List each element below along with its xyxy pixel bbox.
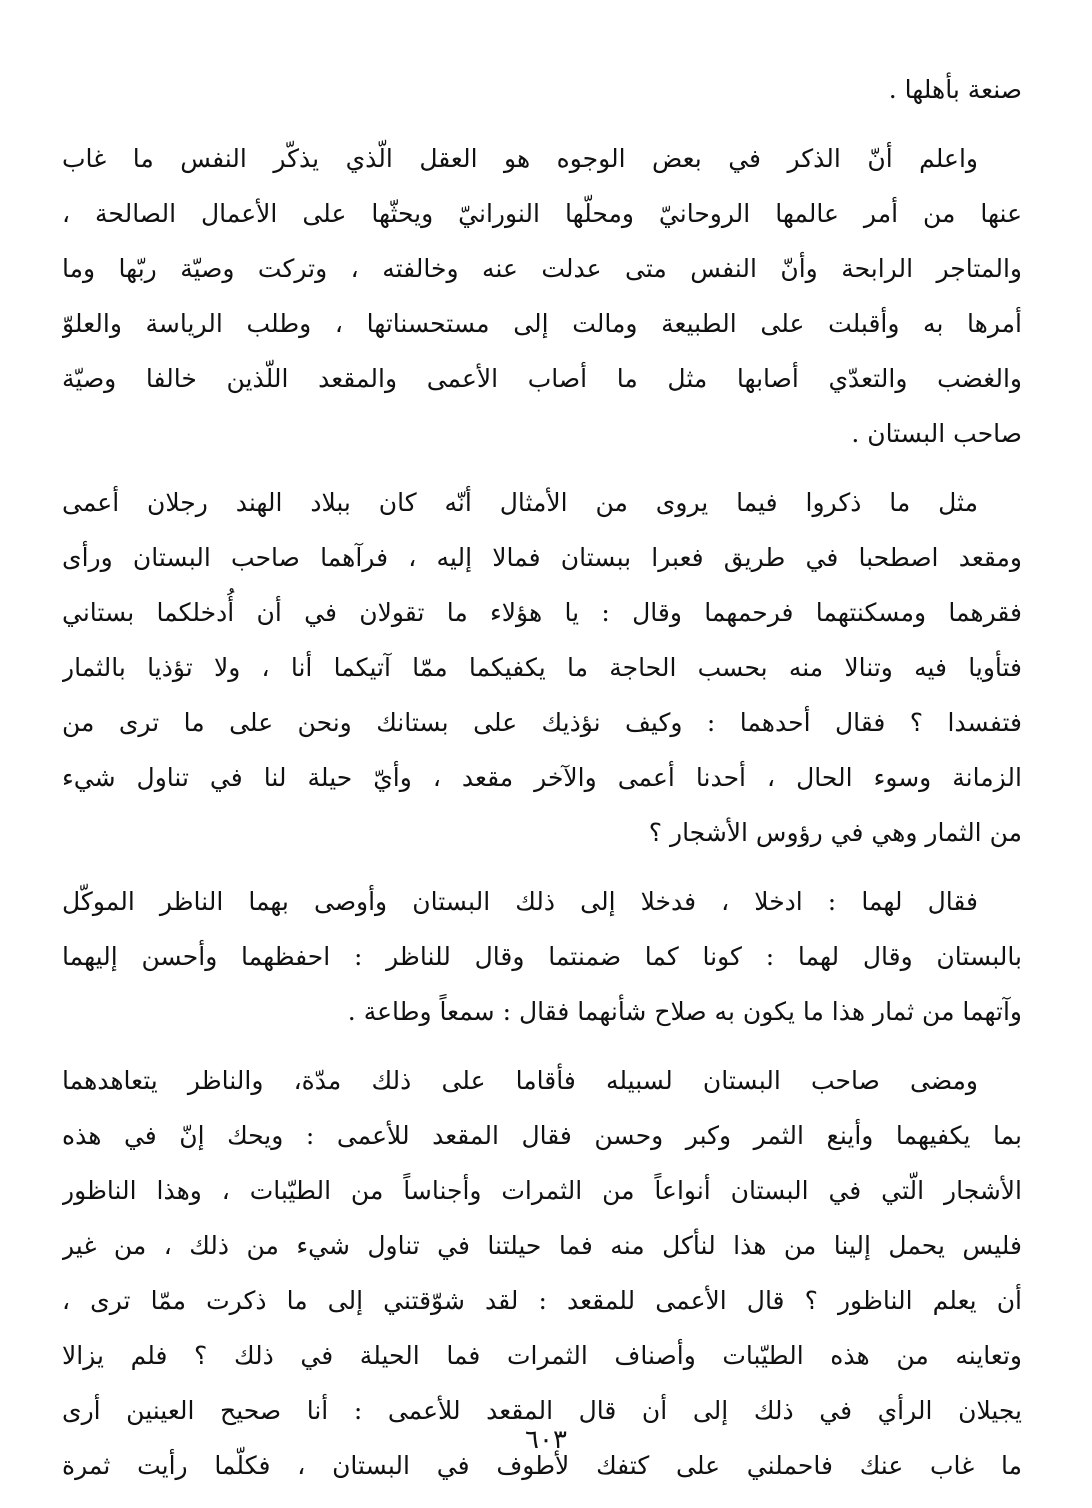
text-line: فتفسدا ؟ فقال أحدهما : وكيف نؤذيك على بستانك ونحن على ما ترى من [62, 708, 1022, 737]
paragraph [62, 874, 1022, 1039]
text-line: بالبستان وقال لهما : كونا كما ضمنتما وقال للناظر : احفظهما وأحسن إليهما [62, 942, 1022, 971]
paragraph [62, 62, 1022, 117]
paragraph-gap [62, 117, 1022, 131]
text-line: واعلم أنّ الذكر في بعض الوجوه هو العقل الّذي يذكّر النفس ما غاب [62, 144, 978, 173]
text-line: أن يعلم الناظور ؟ قال الأعمى للمقعد : لقد شوّقتني إلى ما ذكرت ممّا ترى ، [62, 1286, 1022, 1315]
text-line: ومضى صاحب البستان لسبيله فأقاما على ذلك مدّة، والناظر يتعاهدهما [62, 1066, 978, 1095]
text-line: فليس يحمل إلينا من هذا لنأكل منه فما حيلتنا في تناول شيء من ذلك ، من غير [62, 1231, 1022, 1260]
page-body [62, 62, 1022, 1480]
text-line: وآتهما من ثمار هذا ما يكون به صلاح شأنهما فقال : سمعاً وطاعة . [347, 997, 1022, 1026]
text-line: صاحب البستان . [851, 419, 1022, 448]
text-line: صنعة بأهلها . [888, 75, 1022, 104]
text-line: الأشجار الّتي في البستان أنواعاً من الثمرات وأجناساً من الطيّبات ، وهذا الناظور [62, 1176, 1022, 1205]
text-line: عنها من أمر عالمها الروحانيّ ومحلّها النورانيّ ويحثّها على الأعمال الصالحة ، [62, 199, 1022, 228]
page-number: ٦٠٣ [525, 1425, 567, 1455]
text-line: ما غاب عنك فاحملني على كتفك لأطوف في البستان ، فكلّما رأيت ثمرة [62, 1451, 1022, 1480]
text-line: والغضب والتعدّي أصابها مثل ما أصاب الأعمى والمقعد اللّذين خالفا وصيّة [62, 364, 1022, 393]
text-line: وتعاينه من هذه الطيّبات وأصناف الثمرات فما الحيلة في ذلك ؟ فلم يزالا [62, 1341, 1022, 1370]
text-line: مثل ما ذكروا فيما يروى من الأمثال أنّه كان ببلاد الهند رجلان أعمى [62, 488, 978, 517]
paragraph [62, 475, 1022, 860]
paragraph-gap [62, 860, 1022, 874]
text-line: فتأويا فيه وتنالا منه بحسب الحاجة ما يكفيكما ممّا آتيكما أنا ، ولا تؤذيا بالثمار [62, 653, 1022, 682]
text-line: بما يكفيهما وأينع الثمر وكبر وحسن فقال المقعد للأعمى : ويحك إنّ في هذه [62, 1121, 1022, 1150]
text-line: فقال لهما : ادخلا ، فدخلا إلى ذلك البستان وأوصى بهما الناظر الموكّل [62, 887, 978, 916]
text-line: أمرها به وأقبلت على الطبيعة ومالت إلى مستحسناتها ، وطلب الرياسة والعلوّ [62, 309, 1022, 338]
text-line: والمتاجر الرابحة وأنّ النفس متى عدلت عنه وخالفته ، وتركت وصيّة ربّها وما [62, 254, 1022, 283]
text-line: يجيلان الرأي في ذلك إلى أن قال المقعد للأعمى : أنا صحيح العينين أرى [62, 1396, 1022, 1425]
paragraph [62, 131, 1022, 461]
text-line: الزمانة وسوء الحال ، أحدنا أعمى والآخر مقعد ، وأيّ حيلة لنا في تناول شيء [62, 763, 1022, 792]
paragraph-gap [62, 1039, 1022, 1053]
text-line: فقرهما ومسكنتهما فرحمهما وقال : يا هؤلاء ما تقولان في أن أُدخلكما بستاني [62, 598, 1022, 627]
text-line: ومقعد اصطحبا في طريق فعبرا ببستان فمالا إليه ، فرآهما صاحب البستان ورأى [62, 543, 1022, 572]
paragraph-gap [62, 461, 1022, 475]
text-line: من الثمار وهي في رؤوس الأشجار ؟ [648, 818, 1022, 847]
